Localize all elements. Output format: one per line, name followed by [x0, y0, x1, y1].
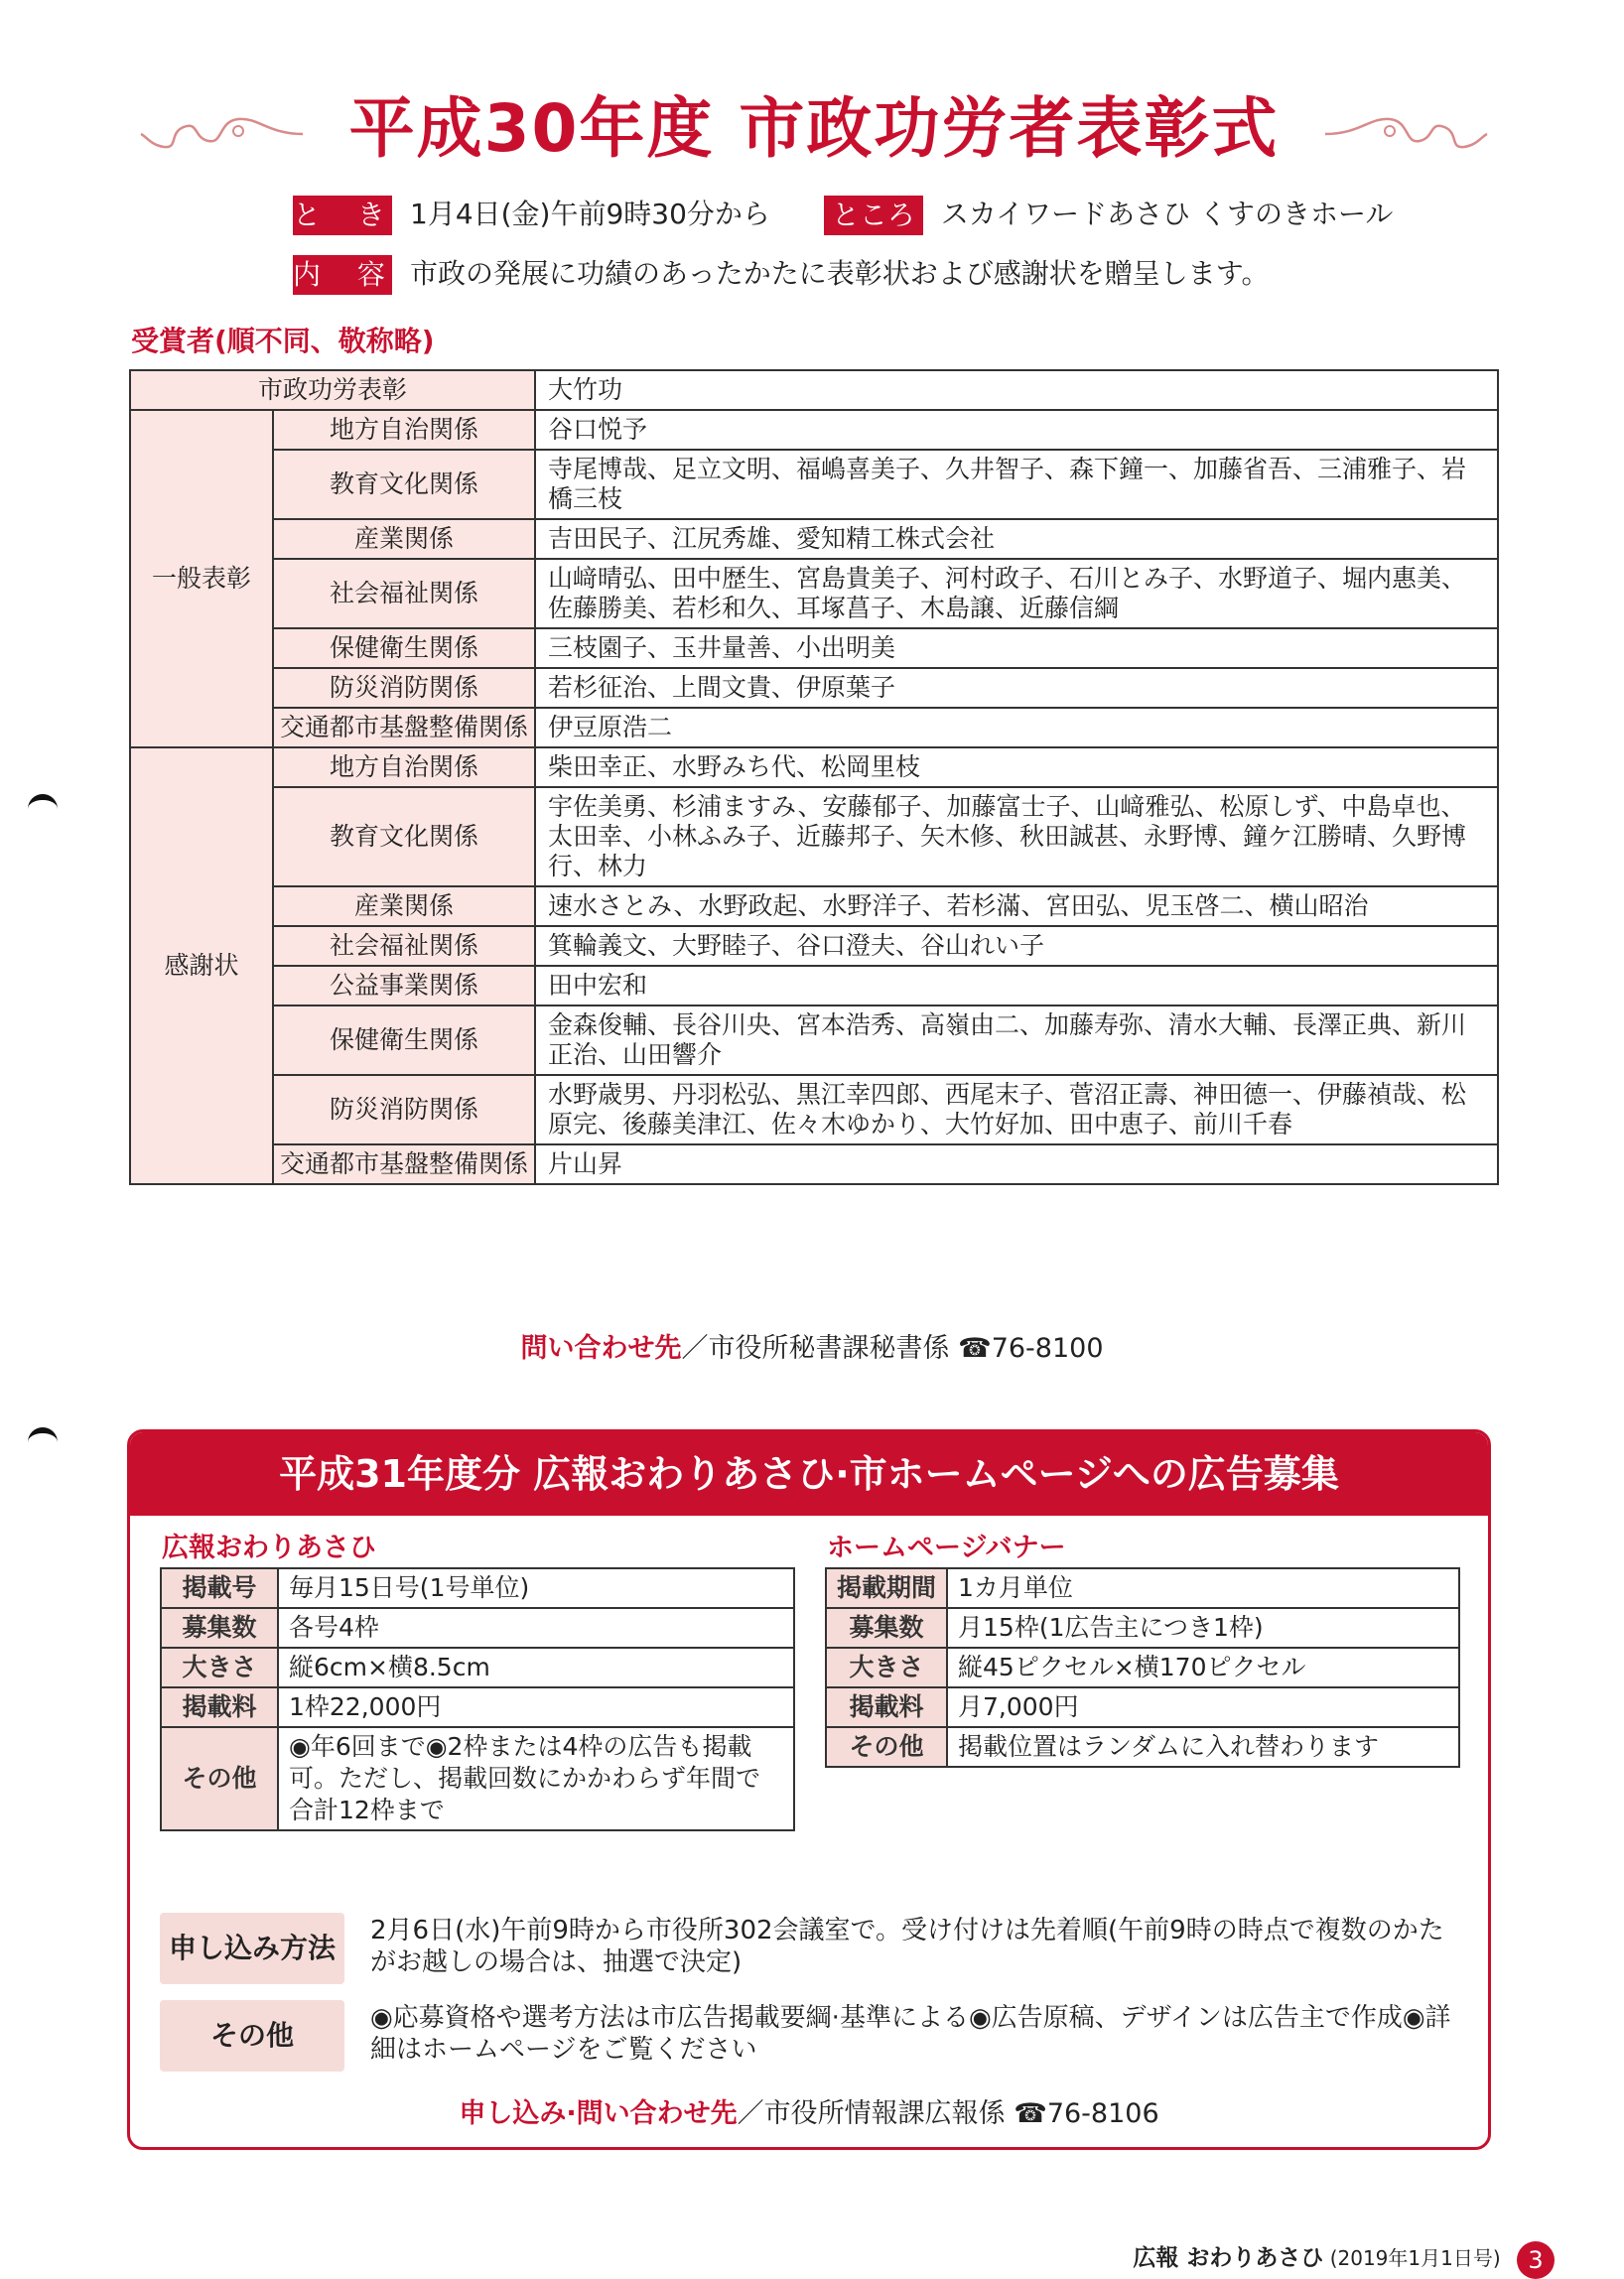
table-row — [130, 966, 1498, 1005]
ad-field-label: その他 — [161, 1727, 278, 1830]
award-names: 宇佐美勇、杉浦ますみ、安藤郁子、加藤富士子、山﨑雅弘、松原しず、中島卓也、太田幸、小林ふみ子、近藤邦子、矢木修、秋田誠甚、永野博、鐘ケ江勝晴、久野博行、林力 — [535, 787, 1498, 886]
inquiry-secretary — [0, 1326, 1624, 1365]
ad-field-value: 縦45ピクセル×横170ピクセル — [947, 1648, 1459, 1687]
koho-title: 広報おわりあさひ — [162, 1533, 376, 1563]
award-subcategory: 地方自治関係 — [273, 410, 535, 450]
content-row — [293, 252, 1269, 296]
other-row — [160, 2000, 1460, 2076]
koho-table — [160, 1567, 795, 1831]
content-label: 内 容 — [293, 255, 392, 295]
award-category: 市政功労表彰 — [130, 370, 535, 410]
table-row — [130, 787, 1498, 886]
left-ornament-icon — [139, 109, 308, 159]
right-ornament-icon — [1320, 109, 1489, 159]
title-area — [139, 79, 1489, 179]
table-row — [130, 926, 1498, 966]
award-names: 伊豆原浩二 — [535, 708, 1498, 747]
inquiry-label: 問い合わせ先 — [520, 1333, 682, 1364]
award-names: 柴田幸正、水野みち代、松岡里枝 — [535, 747, 1498, 787]
table-row — [130, 519, 1498, 559]
award-subcategory: 交通都市基盤整備関係 — [273, 1144, 535, 1184]
award-names: 寺尾博哉、足立文明、福嶋喜美子、久井智子、森下鐘一、加藤省吾、三浦雅子、岩橋三枝 — [535, 450, 1498, 519]
award-subcategory: 保健衛生関係 — [273, 1005, 535, 1075]
award-group-label: 一般表彰 — [130, 410, 273, 747]
table-row — [130, 668, 1498, 708]
table-row — [130, 628, 1498, 668]
ad-field-value: 月15枠(1広告主につき1枠) — [947, 1608, 1459, 1648]
award-names: 山﨑晴弘、田中歴生、宮島貴美子、河村政子、石川とみ子、水野道子、堀内惠美、佐藤勝美、若杉和久、耳塚菖子、木島譲、近藤信綱 — [535, 559, 1498, 628]
table-row — [130, 370, 1498, 410]
award-names: 田中宏和 — [535, 966, 1498, 1005]
award-group-label: 感謝状 — [130, 747, 273, 1184]
ad-field-value: 1カ月単位 — [947, 1568, 1459, 1608]
table-row — [130, 747, 1498, 787]
award-names: 吉田民子、江尻秀雄、愛知精工株式会社 — [535, 519, 1498, 559]
award-subcategory: 社会福祉関係 — [273, 926, 535, 966]
when-value: 1月4日(金)午前9時30分から — [410, 198, 770, 230]
award-names: 水野歳男、丹羽松弘、黒江幸四郎、西尾末子、菅沼正壽、神田德一、伊藤禎哉、松原完、後藤美津江、佐々木ゆかり、大竹好加、田中恵子、前川千春 — [535, 1075, 1498, 1144]
table-row — [130, 1144, 1498, 1184]
award-subcategory: 保健衛生関係 — [273, 628, 535, 668]
other-label: その他 — [160, 2000, 344, 2072]
award-subcategory: 交通都市基盤整備関係 — [273, 708, 535, 747]
ad-field-value: 掲載位置はランダムに入れ替わります — [947, 1727, 1459, 1767]
table-row — [161, 1608, 794, 1648]
award-names: 金森俊輔、長谷川央、宮本浩秀、高嶺由二、加藤寿弥、清水大輔、長澤正典、新川正治、山田響介 — [535, 1005, 1498, 1075]
table-row — [826, 1648, 1459, 1687]
award-subcategory: 公益事業関係 — [273, 966, 535, 1005]
table-row — [826, 1568, 1459, 1608]
award-names: 速水さとみ、水野政起、水野洋子、若杉滿、宮田弘、児玉啓二、横山昭治 — [535, 886, 1498, 926]
award-subcategory: 社会福祉関係 — [273, 559, 535, 628]
page-number: 3 — [1517, 2241, 1555, 2279]
ad-field-label: その他 — [826, 1727, 947, 1767]
ad-field-label: 募集数 — [161, 1608, 278, 1648]
where-value: スカイワードあさひ くすのきホール — [940, 198, 1394, 230]
ad-field-value: ◉年6回まで◉2枠または4枠の広告も掲載可。ただし、掲載回数にかかわらず年間で合計12枠まで — [278, 1727, 794, 1830]
ad-inquiry-value: ／市役所情報課広報係 ☎76-8106 — [737, 2098, 1159, 2129]
ad-recruitment-box — [127, 1429, 1491, 2150]
award-subcategory: 教育文化関係 — [273, 787, 535, 886]
ad-field-value: 月7,000円 — [947, 1687, 1459, 1727]
table-row — [130, 1075, 1498, 1144]
content-value: 市政の発展に功績のあったかたに表彰状および感謝状を贈呈します。 — [410, 257, 1270, 290]
table-row — [161, 1727, 794, 1830]
ad-field-label: 募集数 — [826, 1608, 947, 1648]
ad-heading: 平成31年度分 広報おわりあさひ·市ホームページへの広告募集 — [130, 1432, 1488, 1516]
ad-field-label: 掲載号 — [161, 1568, 278, 1608]
where-label: ところ — [824, 196, 923, 235]
table-row — [161, 1687, 794, 1727]
award-subcategory: 教育文化関係 — [273, 450, 535, 519]
award-subcategory: 産業関係 — [273, 886, 535, 926]
award-names: 三枝園子、玉井量善、小出明美 — [535, 628, 1498, 668]
banner-table — [825, 1567, 1460, 1768]
apply-method-text: 2月6日(水)午前9時から市役所302会議室で。受け付けは先着順(午前9時の時点で複数のかたがお越しの場合は、抽選で決定) — [370, 1916, 1444, 1977]
award-subcategory: 地方自治関係 — [273, 747, 535, 787]
ad-field-value: 縦6cm×横8.5cm — [278, 1648, 794, 1687]
award-names: 片山昇 — [535, 1144, 1498, 1184]
table-row — [826, 1687, 1459, 1727]
award-names: 大竹功 — [535, 370, 1498, 410]
publication-name: 広報 おわりあさひ — [1133, 2245, 1324, 2271]
page-footer — [1133, 2239, 1555, 2279]
table-row — [826, 1608, 1459, 1648]
awardees-heading: 受賞者(順不同、敬称略) — [131, 325, 435, 357]
table-row — [130, 708, 1498, 747]
award-names: 若杉征治、上間文貴、伊原葉子 — [535, 668, 1498, 708]
ad-field-label: 掲載期間 — [826, 1568, 947, 1608]
ad-field-label: 大きさ — [161, 1648, 278, 1687]
ad-field-value: 1枠22,000円 — [278, 1687, 794, 1727]
award-subcategory: 産業関係 — [273, 519, 535, 559]
issue-date: (2019年1月1日号) — [1329, 2246, 1501, 2270]
award-names: 谷口悦予 — [535, 410, 1498, 450]
page-title: 平成30年度 市政功労者表彰式 — [348, 90, 1280, 167]
table-row — [130, 1005, 1498, 1075]
punch-hole — [28, 794, 58, 824]
table-row — [130, 450, 1498, 519]
table-row — [161, 1568, 794, 1608]
ad-field-label: 掲載料 — [826, 1687, 947, 1727]
ad-field-label: 大きさ — [826, 1648, 947, 1687]
apply-method-label: 申し込み方法 — [160, 1913, 344, 1984]
table-row — [130, 886, 1498, 926]
inquiry-pr — [130, 2091, 1488, 2130]
banner-title: ホームページバナー — [827, 1533, 1066, 1563]
ad-field-value: 毎月15日号(1号単位) — [278, 1568, 794, 1608]
award-names: 箕輪義文、大野睦子、谷口澄夫、谷山れい子 — [535, 926, 1498, 966]
apply-method-row — [160, 1913, 1460, 1988]
award-subcategory: 防災消防関係 — [273, 668, 535, 708]
when-label: と き — [293, 196, 392, 235]
table-row — [826, 1727, 1459, 1767]
when-where-row — [293, 193, 1393, 236]
ad-field-value: 各号4枠 — [278, 1608, 794, 1648]
inquiry-value: ／市役所秘書課秘書係 ☎76-8100 — [681, 1333, 1104, 1364]
table-row — [130, 410, 1498, 450]
award-subcategory: 防災消防関係 — [273, 1075, 535, 1144]
ad-inquiry-label: 申し込み·問い合わせ先 — [459, 2098, 738, 2129]
table-row — [130, 559, 1498, 628]
ad-field-label: 掲載料 — [161, 1687, 278, 1727]
other-text: ◉応募資格や選考方法は市広告掲載要綱·基準による◉広告原稿、デザインは広告主で作成◉詳細はホームページをご覧ください — [370, 2003, 1451, 2065]
punch-hole — [28, 1427, 58, 1457]
table-row — [161, 1648, 794, 1687]
awards-table — [129, 369, 1499, 1185]
